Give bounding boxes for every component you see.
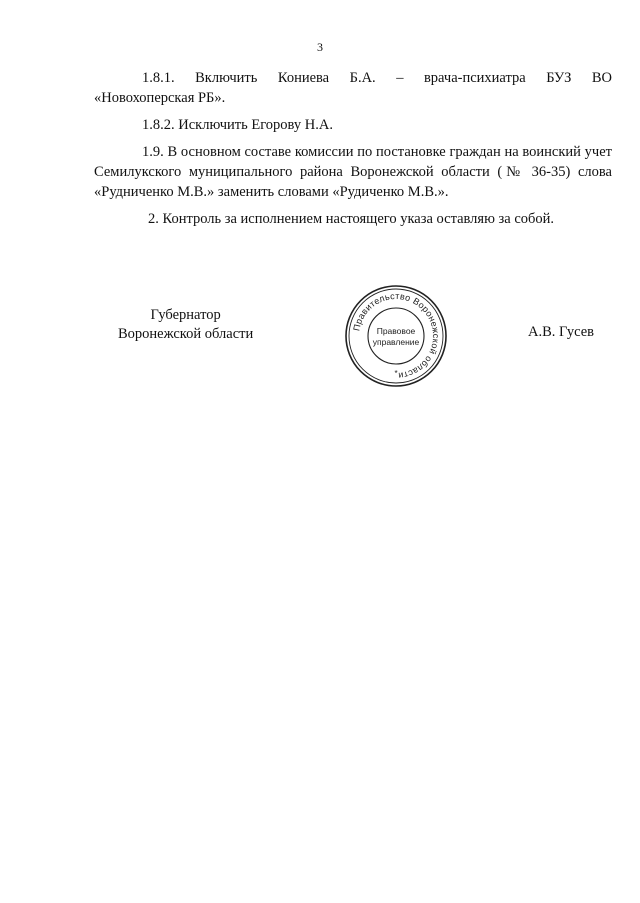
- page-number: 3: [317, 40, 323, 54]
- official-stamp: [343, 283, 449, 389]
- signatory-title-line1: Губернатор: [150, 307, 221, 323]
- stamp-center-line1: Правовое: [376, 326, 416, 336]
- signatory-title: [118, 306, 253, 344]
- stamp-seal-icon: [343, 283, 449, 389]
- paragraph-2: 2. Контроль за исполнением настоящего указа оставляю за собой.: [148, 211, 555, 227]
- paragraph-1-8-2: 1.8.2. Исключить Егорову Н.А.: [142, 117, 333, 133]
- signatory-name: А.В. Гусев: [528, 324, 594, 340]
- paragraph-1-9: 1.9. В основном составе комиссии по постановке граждан на воинский учет Семилукского муниципального района Воронежской области (№ 36-35) слова «Рудниченко М.В.» заменить словами «Рудиченко М.В.».: [94, 144, 612, 200]
- stamp-ring-text: Правительство Воронежской области: [351, 290, 442, 381]
- stamp-star: *: [394, 369, 398, 378]
- signatory-title-line2: Воронежской области: [118, 326, 254, 342]
- stamp-center-line2: управление: [372, 337, 420, 347]
- paragraph-1-8-1: 1.8.1. Включить Кониева Б.А. – врача-психиатра БУЗ ВО: [142, 70, 612, 86]
- document-body: [94, 68, 612, 236]
- paragraph-1-8-1-continuation: «Новохоперская РБ».: [94, 90, 226, 106]
